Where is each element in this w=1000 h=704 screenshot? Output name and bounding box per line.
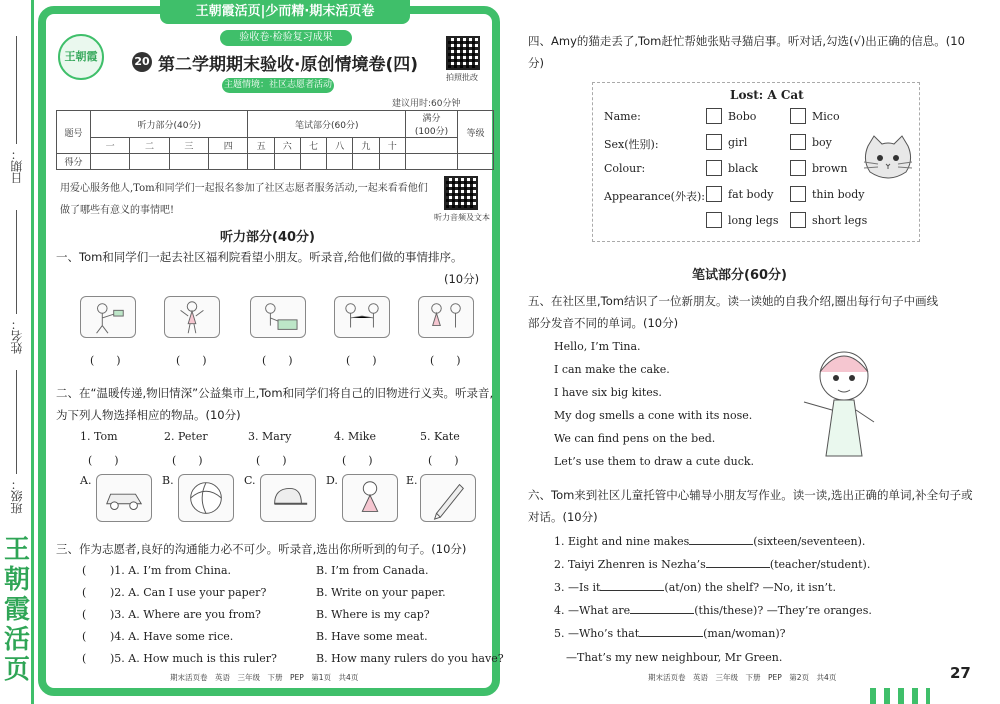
q5-line-6: Let’s use them to draw a cute duck. <box>554 455 755 468</box>
q5-line-3: I have six big kites. <box>554 386 662 399</box>
date-line <box>16 36 17 144</box>
option-mico: Mico <box>812 110 840 123</box>
qr-caption: 拍照批改 <box>446 73 478 82</box>
intro-text: 用爱心服务他人,Tom和同学们一起报名参加了社区志愿者服务活动,一起来看看他们做了哪些有意义的事情吧! <box>60 183 428 216</box>
option-bobo: Bobo <box>728 110 757 123</box>
q6-item-2-pre: 2. Taiyi Zhenren is Nezha’s <box>554 558 706 571</box>
page-number: 27 <box>950 664 971 682</box>
score-cell[interactable] <box>130 154 169 170</box>
score-cell[interactable] <box>458 154 494 170</box>
checkbox-black[interactable] <box>706 160 722 176</box>
listening-section-title: 听力部分(40分) <box>220 230 315 245</box>
q6-item-1 <box>554 534 865 548</box>
q5-line-4: My dog smells a cone with its nose. <box>554 409 753 422</box>
pen-picture <box>420 474 476 522</box>
side-strip <box>0 0 34 704</box>
class-label: 班级： <box>10 478 24 514</box>
score-cell[interactable] <box>248 154 274 170</box>
option-long-legs: long legs <box>728 214 779 227</box>
checkbox-fat-body[interactable] <box>706 186 722 202</box>
score-table-header: 听力部分(40分) <box>91 111 248 138</box>
audio-qr-code-icon[interactable] <box>444 176 478 210</box>
option-a-label: A. <box>80 474 92 487</box>
option-fat-body: fat body <box>728 188 774 201</box>
name-label: 姓名： <box>10 318 24 354</box>
q6-item-5-pre: 5. —Who’s that <box>554 627 640 640</box>
q3-option-b-1: B. I’m from Canada. <box>316 564 429 577</box>
q6-item-3 <box>554 580 836 594</box>
q6-blank-5[interactable] <box>639 626 703 637</box>
q5-line-1: Hello, I’m Tina. <box>554 340 641 353</box>
q6-item-5 <box>554 626 786 640</box>
checkbox-thin-body[interactable] <box>790 186 806 202</box>
score-table-header: 等级 <box>458 111 494 154</box>
score-col: 七 <box>300 138 326 154</box>
score-col: 三 <box>169 138 208 154</box>
q3-option-a-4: )4. A. Have some rice. <box>110 630 234 643</box>
logo: 王朝霞 <box>58 34 104 80</box>
q3-option-b-5: B. How many rulers do you have? <box>316 652 504 665</box>
q6-blank-1[interactable] <box>689 534 753 545</box>
q3-option-b-4: B. Have some meat. <box>316 630 428 643</box>
q2-person-1: 1. Tom <box>80 430 118 443</box>
q6-item-5-post: (man/woman)? <box>703 627 786 640</box>
score-table-header: 题号 <box>57 111 91 154</box>
top-banner: 王朝霞活页|少而精·期末活页卷 <box>160 0 410 24</box>
checkbox-mico[interactable] <box>790 108 806 124</box>
side-brand: 王朝霞活页 <box>3 535 30 685</box>
score-table-header <box>406 111 458 138</box>
option-boy: boy <box>812 136 832 149</box>
q2-answer-3[interactable]: ( ) <box>256 454 287 467</box>
q1-points: (10分) <box>444 272 480 286</box>
writing-section-title: 笔试部分(60分) <box>692 268 787 283</box>
q6-text: 六、Tom来到社区儿童托管中心辅导小朋友写作业。读一读,选出正确的单词,补全句子或对话。(10分) <box>528 488 973 524</box>
score-col: 二 <box>130 138 169 154</box>
score-cell[interactable] <box>209 154 248 170</box>
q3-open-3[interactable]: ( <box>82 608 87 621</box>
q5-text: 五、在社区里,Tom结识了一位新朋友。读一读她的自我介绍,圈出每行句子中画线部分发音不同的单词。(10分) <box>528 294 939 330</box>
scene-picture-1 <box>80 296 136 338</box>
footer-left: 期末活页卷 英语 三年级 下册 PEP 第1页 共4页 <box>170 673 359 682</box>
checkbox-boy[interactable] <box>790 134 806 150</box>
toy-car-picture <box>96 474 152 522</box>
q2-answer-2[interactable]: ( ) <box>172 454 203 467</box>
cat-row-label-colour: Colour: <box>604 162 646 175</box>
checkbox-brown[interactable] <box>790 160 806 176</box>
page-title: 第二学期期末验收·原创情境卷(四) <box>158 55 418 75</box>
cat-icon <box>858 132 918 188</box>
cat-row-label-appearance: Appearance(外表): <box>604 190 705 203</box>
q3-option-a-2: )2. A. Can I use your paper? <box>110 586 267 599</box>
score-cell[interactable] <box>327 154 353 170</box>
score-col: 十 <box>379 138 406 154</box>
checkbox-short-legs[interactable] <box>790 212 806 228</box>
scene-picture-4 <box>334 296 390 338</box>
q2-person-4: 4. Mike <box>334 430 376 443</box>
q1-answer-5[interactable]: ( ) <box>430 354 461 367</box>
q6-item-4-post: (this/these)? —They’re oranges. <box>694 604 872 617</box>
score-cell[interactable] <box>274 154 300 170</box>
ball-picture <box>178 474 234 522</box>
score-table <box>56 110 494 170</box>
q3-option-b-3: B. Where is my cap? <box>316 608 430 621</box>
q1-answer-1[interactable]: ( ) <box>90 354 121 367</box>
q2-answer-1[interactable]: ( ) <box>88 454 119 467</box>
full-score-label: 满分 <box>422 114 441 124</box>
q1-answer-2[interactable]: ( ) <box>176 354 207 367</box>
q3-text: 三、作为志愿者,良好的沟通能力必不可少。听录音,选出你所听到的句子。(10分) <box>56 542 467 556</box>
score-col: 六 <box>274 138 300 154</box>
checkbox-bobo[interactable] <box>706 108 722 124</box>
scene-picture-3 <box>250 296 306 338</box>
score-col: 八 <box>327 138 353 154</box>
q2-answer-4[interactable]: ( ) <box>342 454 373 467</box>
checkbox-girl[interactable] <box>706 134 722 150</box>
q5-line-5: We can find pens on the bed. <box>554 432 716 445</box>
date-label: 日期： <box>10 148 24 184</box>
cat-row-label-sex: Sex(性别): <box>604 138 659 151</box>
q6-item-3-post: (at/on) the shelf? —No, it isn’t. <box>664 581 836 594</box>
q3-option-a-3: )3. A. Where are you from? <box>110 608 261 621</box>
q3-open-5[interactable]: ( <box>82 652 87 665</box>
q1-answer-3[interactable]: ( ) <box>262 354 293 367</box>
q2-person-2: 2. Peter <box>164 430 208 443</box>
name-line <box>16 210 17 314</box>
time-note: 建议用时:60分钟 <box>392 99 461 109</box>
lost-cat-title: Lost: A Cat <box>730 88 804 102</box>
option-girl: girl <box>728 136 748 149</box>
q6-item-4-pre: 4. —What are <box>554 604 631 617</box>
q3-open-2[interactable]: ( <box>82 586 87 599</box>
q6-item-3-pre: 3. —Is it <box>554 581 601 594</box>
option-b-label: B. <box>162 474 174 487</box>
q6-blank-3[interactable] <box>600 580 664 591</box>
checkbox-long-legs[interactable] <box>706 212 722 228</box>
q6-item-4 <box>554 603 872 617</box>
q3-open-4[interactable]: ( <box>82 630 87 643</box>
class-line <box>16 370 17 474</box>
qr-code-icon[interactable] <box>446 36 480 70</box>
q6-item-2-post: (teacher/student). <box>769 558 871 571</box>
q2-person-5: 5. Kate <box>420 430 460 443</box>
q3-open-1[interactable]: ( <box>82 564 87 577</box>
score-col: 五 <box>248 138 274 154</box>
footer-right: 期末活页卷 英语 三年级 下册 PEP 第2页 共4页 <box>648 673 837 682</box>
audio-qr-caption: 听力音频及文本 <box>434 213 490 222</box>
q6-item-1-post: (sixteen/seventeen). <box>753 535 866 548</box>
option-black: black <box>728 162 758 175</box>
score-col <box>406 138 458 154</box>
score-cell[interactable] <box>91 154 130 170</box>
score-cell[interactable] <box>300 154 326 170</box>
q6-item-1-pre: 1. Eight and nine makes <box>554 535 690 548</box>
q3-option-b-2: B. Write on your paper. <box>316 586 446 599</box>
theme-banner: 主题情境：社区志愿者活动 <box>222 78 334 93</box>
score-cell[interactable] <box>169 154 208 170</box>
score-cell[interactable] <box>379 154 406 170</box>
decorative-bars <box>870 688 930 704</box>
cap-picture <box>260 474 316 522</box>
q5-line-2: I can make the cake. <box>554 363 670 376</box>
score-cell[interactable] <box>353 154 379 170</box>
scene-picture-2 <box>164 296 220 338</box>
score-row-label: 得分 <box>57 154 91 170</box>
q1-text: 一、Tom和同学们一起去社区福利院看望小朋友。听录音,给他们做的事情排序。 <box>56 250 463 264</box>
q3-option-a-1: )1. A. I’m from China. <box>110 564 232 577</box>
test-number: 20 <box>132 52 152 72</box>
score-col: 九 <box>353 138 379 154</box>
q1-answer-4[interactable]: ( ) <box>346 354 377 367</box>
cat-row-label-name: Name: <box>604 110 641 123</box>
sub-banner: 验收卷·检验复习成果 <box>220 30 352 46</box>
option-d-label: D. <box>326 474 338 487</box>
option-brown: brown <box>812 162 848 175</box>
q2-text: 二、在“温暖传递,物旧情深”公益集市上,Tom和同学们将自己的旧物进行义卖。听录音,为下列人物选择相应的物品。(10分) <box>56 386 494 422</box>
girl-illustration <box>798 336 888 476</box>
score-table-header: 笔试部分(60分) <box>248 111 406 138</box>
q3-option-a-5: )5. A. How much is this ruler? <box>110 652 277 665</box>
q2-person-3: 3. Mary <box>248 430 292 443</box>
score-col: 四 <box>209 138 248 154</box>
option-c-label: C. <box>244 474 256 487</box>
scene-picture-5 <box>418 296 474 338</box>
q6-blank-4[interactable] <box>630 603 694 614</box>
q2-answer-5[interactable]: ( ) <box>428 454 459 467</box>
score-cell[interactable] <box>406 154 458 170</box>
q4-text: 四、Amy的猫走丢了,Tom赶忙帮她张贴寻猫启事。听对话,勾选(√)出正确的信息。(10分) <box>528 34 965 70</box>
score-col: 一 <box>91 138 130 154</box>
q6-blank-2[interactable] <box>706 557 770 568</box>
doll-picture <box>342 474 398 522</box>
q6-last-line: —That’s my new neighbour, Mr Green. <box>566 651 783 664</box>
option-thin-body: thin body <box>812 188 865 201</box>
q6-item-2 <box>554 557 870 571</box>
option-e-label: E. <box>406 474 418 487</box>
option-short-legs: short legs <box>812 214 868 227</box>
full-score-value: (100分) <box>414 127 449 137</box>
